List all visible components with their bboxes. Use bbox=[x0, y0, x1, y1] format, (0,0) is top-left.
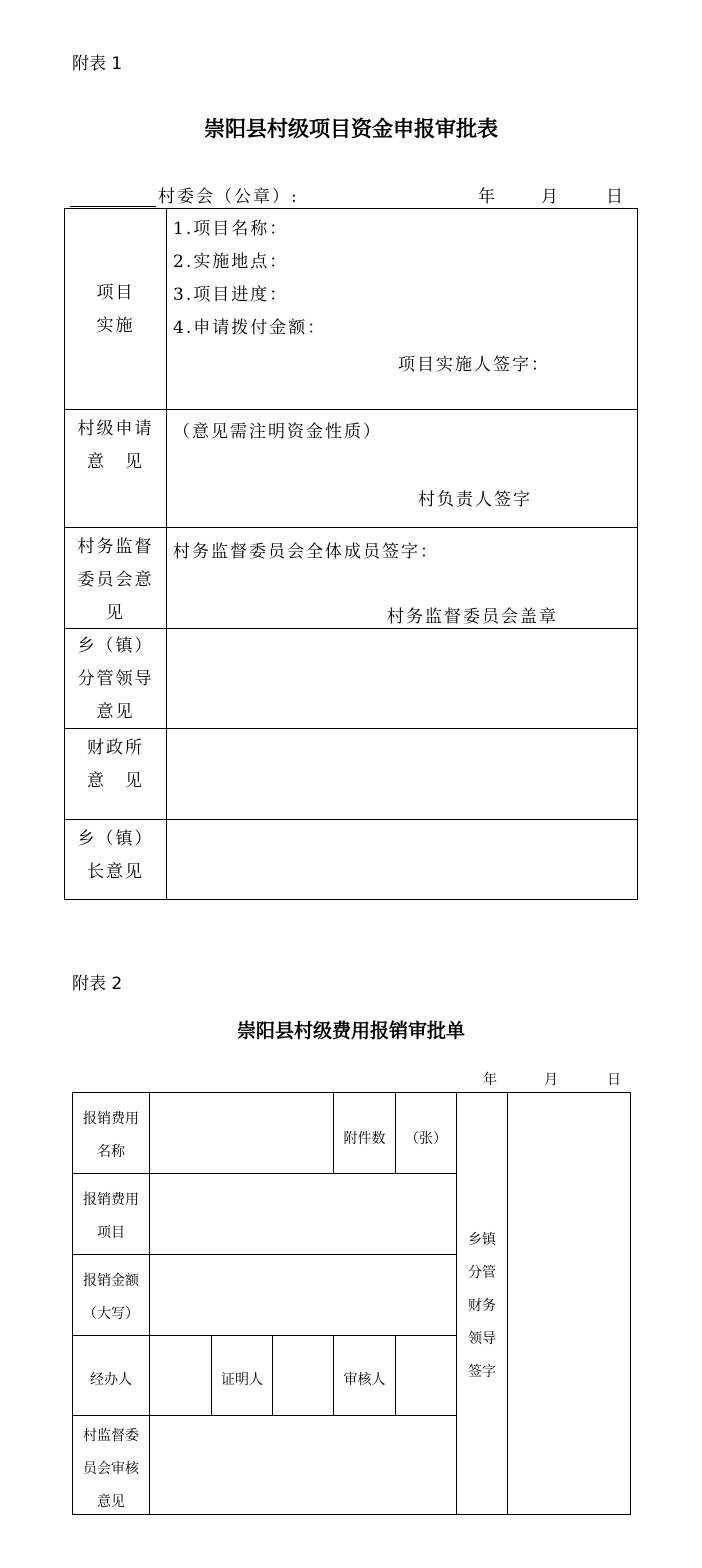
form2-year-label: 年 bbox=[483, 1072, 497, 1088]
implementer-signature-label[interactable]: 项目实施人签字： bbox=[398, 355, 550, 375]
handler-field[interactable] bbox=[150, 1336, 211, 1415]
project-implementation-label: 项目 实施 bbox=[96, 283, 135, 336]
witness-label: 证明人 bbox=[221, 1372, 263, 1388]
village-supervision-committee-opinion-label: 村务监督 委员会意 见 bbox=[77, 537, 154, 623]
form1-day-label: 日 bbox=[606, 187, 625, 207]
supervision-committee-seal-label[interactable]: 村务监督委员会盖章 bbox=[387, 607, 558, 627]
expense-amount-field[interactable] bbox=[150, 1255, 456, 1335]
village-application-opinion-note[interactable]: （意见需注明资金性质） bbox=[173, 422, 382, 442]
attachment-1-label: 附表 1 bbox=[72, 54, 123, 74]
form1-year-label: 年 bbox=[478, 187, 497, 207]
supervision-members-signature-label[interactable]: 村务监督委员会全体成员签字： bbox=[173, 542, 439, 562]
township-leader-opinion-label: 乡（镇） 分管领导 意见 bbox=[77, 636, 154, 722]
supervision-review-field[interactable] bbox=[150, 1416, 456, 1514]
village-name-blank[interactable] bbox=[70, 206, 156, 207]
form1-month-label: 月 bbox=[541, 187, 560, 207]
expense-item-label: 报销费用 项目 bbox=[83, 1192, 139, 1241]
form2-month-label: 月 bbox=[544, 1072, 558, 1088]
attachments-sheets-field[interactable]: （张） bbox=[405, 1131, 447, 1147]
township-head-opinion-field[interactable] bbox=[167, 820, 637, 899]
requested-amount-field[interactable]: 4.申请拨付金额： bbox=[173, 318, 327, 338]
witness-field[interactable] bbox=[273, 1336, 333, 1415]
project-progress-field[interactable]: 3.项目进度： bbox=[173, 285, 289, 305]
supervision-review-label: 村监督委 员会审核 意见 bbox=[83, 1428, 139, 1510]
implementation-location-field[interactable]: 2.实施地点： bbox=[173, 252, 289, 272]
project-name-field[interactable]: 1.项目名称： bbox=[173, 219, 289, 239]
expense-amount-label: 报销金额 （大写） bbox=[83, 1273, 139, 1322]
attachments-count-label: 附件数 bbox=[343, 1131, 386, 1147]
township-head-opinion-label: 乡（镇） 长意见 bbox=[77, 829, 154, 882]
expense-name-label: 报销费用 名称 bbox=[83, 1111, 139, 1160]
form1-title: 崇阳县村级项目资金申报审批表 bbox=[204, 116, 498, 141]
township-leader-opinion-field[interactable] bbox=[167, 629, 637, 727]
handler-label: 经办人 bbox=[90, 1372, 132, 1388]
project-fund-approval-table bbox=[64, 208, 638, 900]
form2-day-label: 日 bbox=[607, 1072, 621, 1088]
project-implementation-content[interactable] bbox=[173, 213, 326, 345]
village-application-opinion-label: 村级申请 意 见 bbox=[77, 419, 154, 472]
village-committee-seal-label: 村委会（公章）: bbox=[158, 187, 299, 207]
form2-title: 崇阳县村级费用报销审批单 bbox=[236, 1020, 465, 1042]
village-leader-signature-label[interactable]: 村负责人签字 bbox=[418, 490, 532, 510]
expense-name-field[interactable] bbox=[150, 1094, 333, 1173]
reviewer-label: 审核人 bbox=[343, 1372, 386, 1388]
finance-office-opinion-field[interactable] bbox=[167, 729, 637, 818]
township-finance-leader-sign-label: 乡镇 分管 财务 领导 签字 bbox=[468, 1232, 496, 1380]
expense-item-field[interactable] bbox=[150, 1174, 456, 1254]
finance-office-opinion-label: 财政所 意 见 bbox=[87, 738, 144, 791]
township-finance-leader-sign-field[interactable] bbox=[508, 1093, 630, 1514]
expense-reimbursement-table bbox=[72, 1092, 631, 1515]
reviewer-field[interactable] bbox=[396, 1336, 456, 1415]
attachment-2-label: 附表 2 bbox=[72, 974, 123, 994]
